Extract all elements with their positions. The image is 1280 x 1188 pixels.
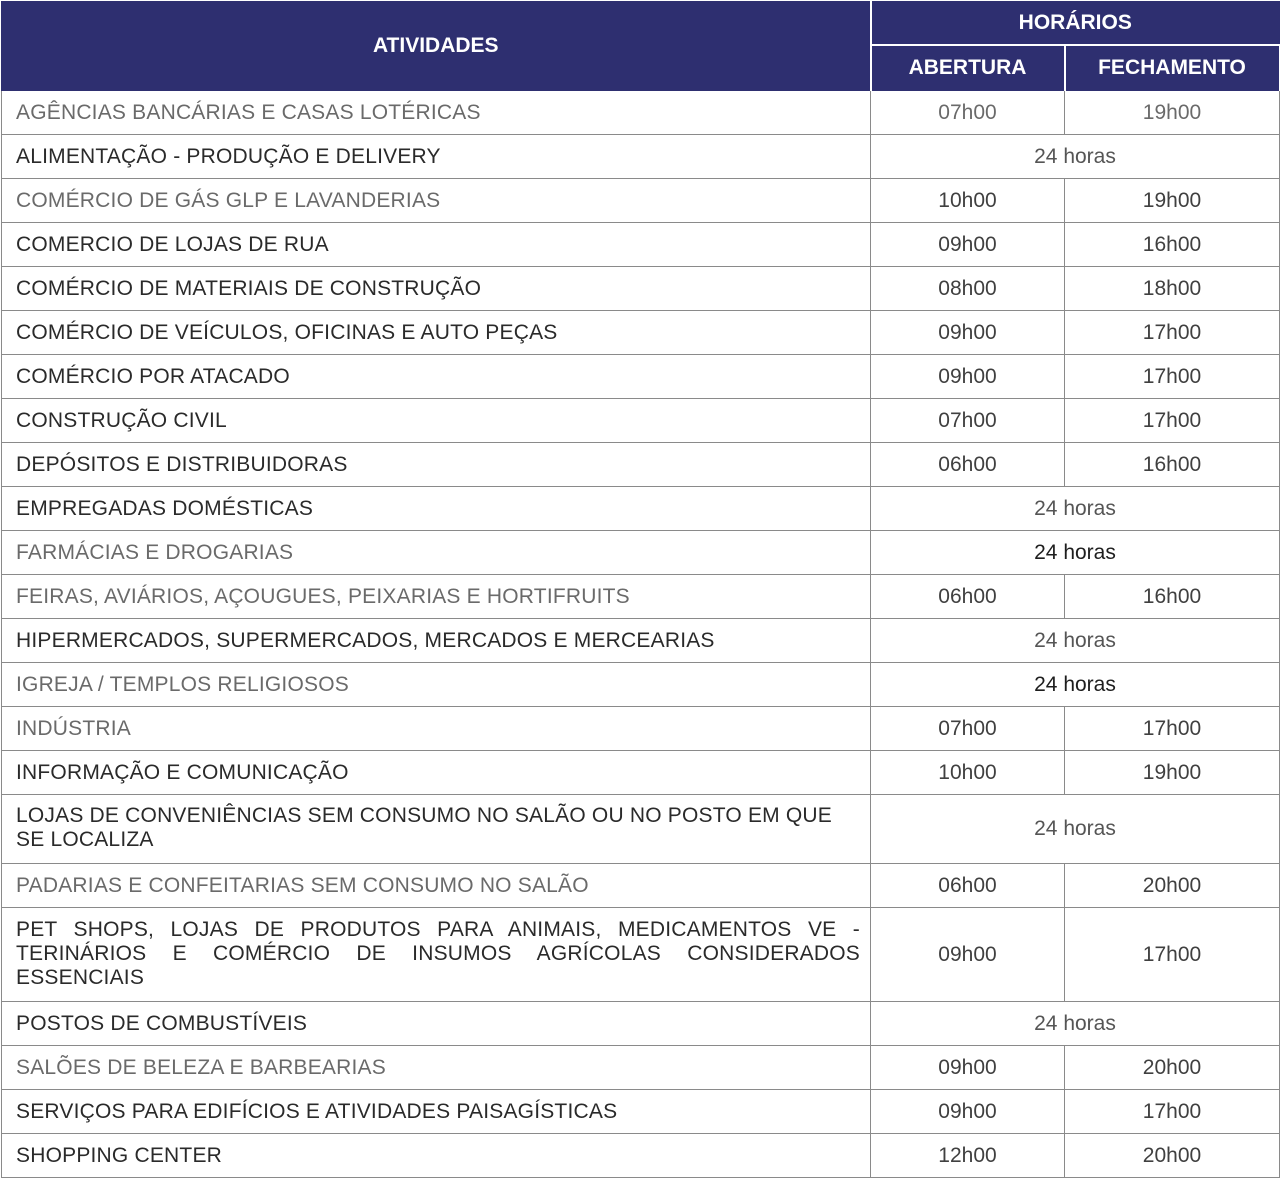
opening-time: 06h00 xyxy=(871,575,1065,619)
activity-cell: FEIRAS, AVIÁRIOS, AÇOUGUES, PEIXARIAS E HORTIFRUITS xyxy=(2,575,871,619)
activity-cell: SALÕES DE BELEZA E BARBEARIAS xyxy=(2,1046,871,1090)
closing-time: 17h00 xyxy=(1065,311,1280,355)
opening-time: 09h00 xyxy=(871,223,1065,267)
closing-time: 17h00 xyxy=(1065,1090,1280,1134)
schedules-header: HORÁRIOS xyxy=(871,2,1280,45)
table-row xyxy=(2,1046,1280,1090)
activity-cell: COMÉRCIO DE VEÍCULOS, OFICINAS E AUTO PEÇAS xyxy=(2,311,871,355)
activity-cell: ALIMENTAÇÃO - PRODUÇÃO E DELIVERY xyxy=(2,135,871,179)
table-row xyxy=(2,1090,1280,1134)
activity-cell: EMPREGADAS DOMÉSTICAS xyxy=(2,487,871,531)
table-row xyxy=(2,531,1280,575)
table-row xyxy=(2,619,1280,663)
table-row xyxy=(2,751,1280,795)
activity-cell: CONSTRUÇÃO CIVIL xyxy=(2,399,871,443)
activity-cell: COMÉRCIO DE MATERIAIS DE CONSTRUÇÃO xyxy=(2,267,871,311)
opening-time: 07h00 xyxy=(871,91,1065,135)
opening-time: 06h00 xyxy=(871,443,1065,487)
closing-time: 20h00 xyxy=(1065,1046,1280,1090)
closing-time: 19h00 xyxy=(1065,91,1280,135)
activity-cell: POSTOS DE COMBUSTÍVEIS xyxy=(2,1002,871,1046)
table-row xyxy=(2,179,1280,223)
all-day-hours: 24 horas xyxy=(871,135,1280,179)
closing-time: 17h00 xyxy=(1065,908,1280,1002)
table-row xyxy=(2,1002,1280,1046)
activity-cell: SERVIÇOS PARA EDIFÍCIOS E ATIVIDADES PAISAGÍSTICAS xyxy=(2,1090,871,1134)
table-row xyxy=(2,91,1280,135)
opening-time: 07h00 xyxy=(871,399,1065,443)
table-row xyxy=(2,135,1280,179)
opening-time: 07h00 xyxy=(871,707,1065,751)
opening-time: 09h00 xyxy=(871,355,1065,399)
opening-time: 12h00 xyxy=(871,1134,1065,1178)
table-header-row xyxy=(2,2,1280,45)
all-day-hours: 24 horas xyxy=(871,531,1280,575)
closing-time: 19h00 xyxy=(1065,751,1280,795)
all-day-hours: 24 horas xyxy=(871,1002,1280,1046)
schedule-table xyxy=(1,1,1280,1178)
closing-time: 17h00 xyxy=(1065,707,1280,751)
all-day-hours: 24 horas xyxy=(871,663,1280,707)
opening-time: 10h00 xyxy=(871,751,1065,795)
activity-cell: PADARIAS E CONFEITARIAS SEM CONSUMO NO SALÃO xyxy=(2,864,871,908)
closing-time: 17h00 xyxy=(1065,355,1280,399)
closing-time: 16h00 xyxy=(1065,443,1280,487)
opening-time: 09h00 xyxy=(871,1090,1065,1134)
all-day-hours: 24 horas xyxy=(871,795,1280,864)
table-row xyxy=(2,443,1280,487)
table-row xyxy=(2,908,1280,1002)
activity-cell: AGÊNCIAS BANCÁRIAS E CASAS LOTÉRICAS xyxy=(2,91,871,135)
activity-cell: DEPÓSITOS E DISTRIBUIDORAS xyxy=(2,443,871,487)
table-row xyxy=(2,707,1280,751)
activities-header: ATIVIDADES xyxy=(2,2,871,91)
table-row xyxy=(2,267,1280,311)
activity-cell: FARMÁCIAS E DROGARIAS xyxy=(2,531,871,575)
table-row xyxy=(2,355,1280,399)
table-row xyxy=(2,864,1280,908)
table-row xyxy=(2,795,1280,864)
opening-header: ABERTURA xyxy=(871,45,1065,91)
table-row xyxy=(2,223,1280,267)
closing-header: FECHAMENTO xyxy=(1065,45,1280,91)
closing-time: 17h00 xyxy=(1065,399,1280,443)
all-day-hours: 24 horas xyxy=(871,619,1280,663)
opening-time: 09h00 xyxy=(871,311,1065,355)
closing-time: 20h00 xyxy=(1065,1134,1280,1178)
opening-time: 08h00 xyxy=(871,267,1065,311)
activity-cell: LOJAS DE CONVENIÊNCIAS SEM CONSUMO NO SALÃO OU NO POSTO EM QUE SE LOCALIZA xyxy=(2,795,871,864)
table-row xyxy=(2,399,1280,443)
opening-time: 09h00 xyxy=(871,908,1065,1002)
activity-cell: COMÉRCIO POR ATACADO xyxy=(2,355,871,399)
table-row xyxy=(2,575,1280,619)
closing-time: 18h00 xyxy=(1065,267,1280,311)
closing-time: 20h00 xyxy=(1065,864,1280,908)
closing-time: 16h00 xyxy=(1065,575,1280,619)
table-row xyxy=(2,663,1280,707)
activity-cell: COMÉRCIO DE GÁS GLP E LAVANDERIAS xyxy=(2,179,871,223)
table-row xyxy=(2,311,1280,355)
all-day-hours: 24 horas xyxy=(871,487,1280,531)
table-row xyxy=(2,1134,1280,1178)
opening-time: 09h00 xyxy=(871,1046,1065,1090)
closing-time: 16h00 xyxy=(1065,223,1280,267)
activity-cell: HIPERMERCADOS, SUPERMERCADOS, MERCADOS E MERCEARIAS xyxy=(2,619,871,663)
closing-time: 19h00 xyxy=(1065,179,1280,223)
activity-cell: SHOPPING CENTER xyxy=(2,1134,871,1178)
activity-cell: INDÚSTRIA xyxy=(2,707,871,751)
activity-cell: INFORMAÇÃO E COMUNICAÇÃO xyxy=(2,751,871,795)
activity-cell: COMERCIO DE LOJAS DE RUA xyxy=(2,223,871,267)
table-row xyxy=(2,487,1280,531)
activity-cell: IGREJA / TEMPLOS RELIGIOSOS xyxy=(2,663,871,707)
activity-cell: PET SHOPS, LOJAS DE PRODUTOS PARA ANIMAIS, MEDICAMENTOS VE - TERINÁRIOS E COMÉRCIO DE INSUMOS AGRÍCOLAS CONSIDERADOS ESSENCIAIS xyxy=(2,908,871,1002)
opening-time: 06h00 xyxy=(871,864,1065,908)
opening-time: 10h00 xyxy=(871,179,1065,223)
